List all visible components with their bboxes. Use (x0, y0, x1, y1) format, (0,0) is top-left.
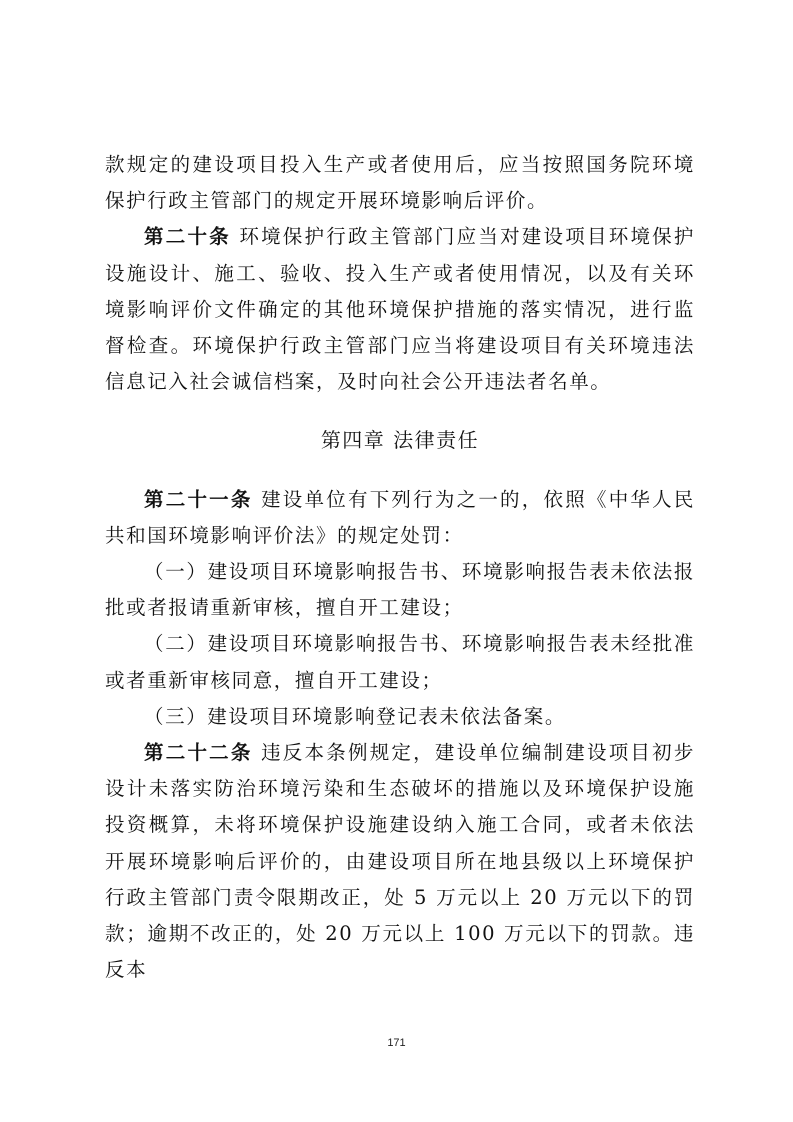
article-21-heading: 第二十一条 (144, 487, 253, 511)
item-text: （三）建设项目环境影响登记表未依法备案。 (144, 704, 567, 728)
paragraph-continuation (105, 147, 695, 219)
article-20-text: 环境保护行政主管部门应当对建设项目环境保护设施设计、施工、验收、投入生产或者使用情况，以及有关环境影响评价文件确定的其他环境保护措施的落实情况，进行监督检查。环境保护行政主管部门应当将建设项目有关环境违法信息记入社会诚信档案，及时向社会公开违法者名单。 (105, 225, 695, 394)
chapter-title: 第四章 法律责任 (320, 428, 480, 453)
paragraph-text: 款规定的建设项目投入生产或者使用后，应当按照国务院环境保护行政主管部门的规定开展环境影响后评价。 (105, 153, 695, 213)
article-21-item-1 (105, 554, 695, 626)
item-text: （二）建设项目环境影响报告书、环境影响报告表未经批准或者重新审核同意，擅自开工建设； (105, 632, 695, 692)
article-22-heading: 第二十二条 (144, 741, 253, 765)
article-20 (105, 219, 695, 400)
article-20-heading: 第二十条 (144, 225, 231, 249)
article-21-text: 建设单位有下列行为之一的，依照《中华人民共和国环境影响评价法》的规定处罚： (105, 487, 695, 547)
article-22-text: 违反本条例规定，建设单位编制建设项目初步设计未落实防治环境污染和生态破坏的措施以及环境保护设施投资概算，未将环境保护设施建设纳入施工合同，或者未依法开展环境影响后评价的，由建设项目所在地县级以上环境保护行政主管部门责令限期改正，处 5 万元以上 20 万元以下的罚款；逾期不改正的，处 20 万元以上 100 万元以下的罚款。违反本 (105, 741, 695, 982)
page-number: 171 (387, 1037, 406, 1049)
article-21-item-3 (105, 699, 695, 735)
article-21 (105, 482, 695, 554)
document-body (105, 147, 695, 988)
item-text: （一）建设项目环境影响报告书、环境影响报告表未依法报批或者报请重新审核，擅自开工建设； (105, 560, 695, 620)
article-22 (105, 735, 695, 988)
article-21-item-2 (105, 626, 695, 698)
